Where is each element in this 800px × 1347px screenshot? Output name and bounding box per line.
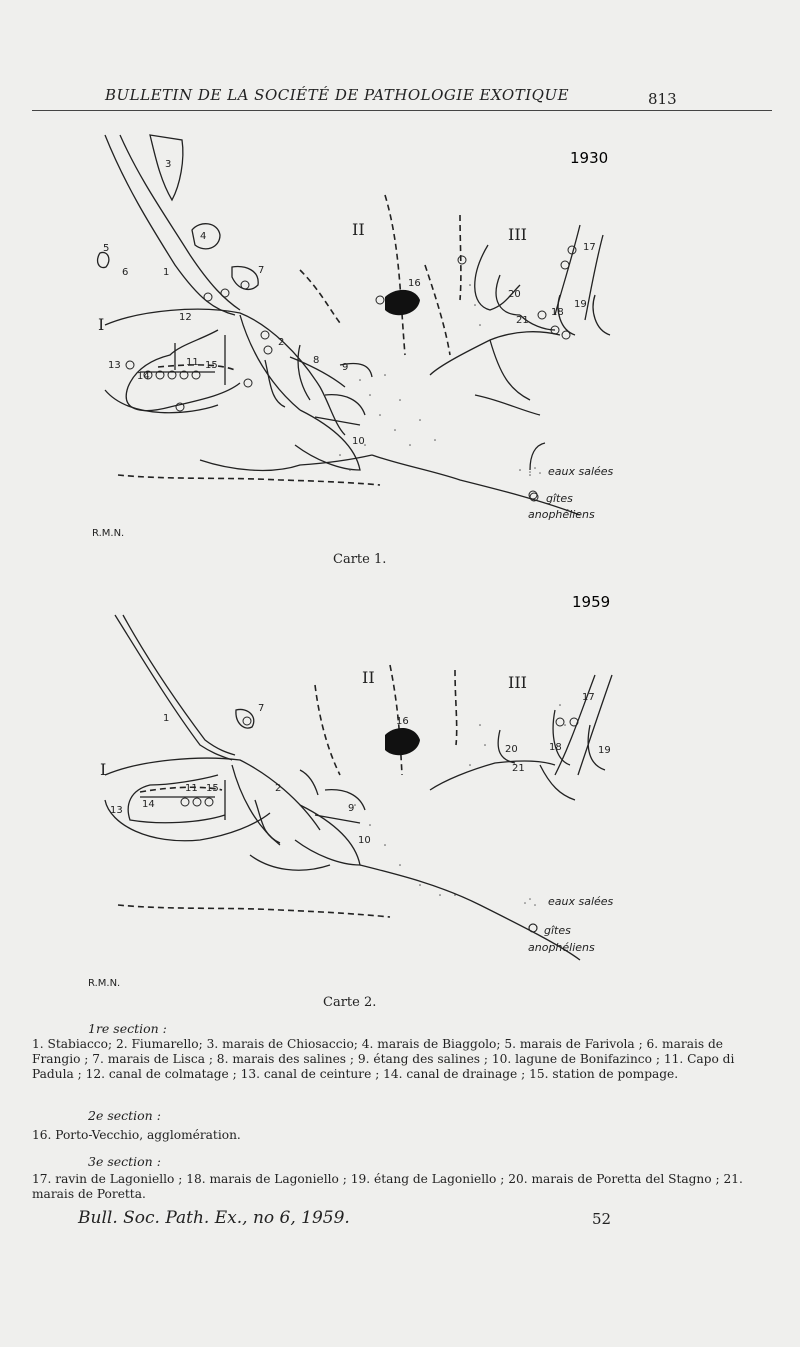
map2-label-9: 9 [348, 803, 355, 814]
map2-label-14: 14 [142, 799, 155, 810]
map2-legend-salt: eaux salées [548, 895, 614, 908]
map2-label-1: 1 [163, 713, 170, 724]
map-1930 [0, 125, 800, 545]
map1-caption: Carte 1. [333, 552, 387, 567]
map2-zone-III: III [508, 673, 527, 692]
map1-label-11: 11 [186, 357, 199, 368]
map1-label-2: 2 [278, 337, 285, 348]
map2-legend-anopheliens: anophéliens [528, 941, 595, 954]
map2-label-15: 15 [206, 783, 219, 794]
map2-label-21: 21 [512, 763, 525, 774]
map1-label-9: 9 [342, 362, 349, 373]
map1-label-5: 5 [103, 243, 110, 254]
map2-caption: Carte 2. [323, 995, 377, 1010]
map1-label-19: 19 [574, 299, 587, 310]
map2-label-10: 10 [358, 835, 371, 846]
map1-legend-anopheliens: anophéliens [528, 508, 595, 521]
map1-label-7: 7 [258, 265, 265, 276]
map1-legend-salt: eaux salées [548, 465, 614, 478]
map1-initials: R.M.N. [92, 528, 125, 539]
map1-legend-gites: gîtes [546, 492, 573, 505]
signature-number: 52 [592, 1210, 612, 1228]
map1-label-6: 6 [122, 267, 129, 278]
citation: Bull. Soc. Path. Ex., no 6, 1959. [78, 1208, 350, 1228]
section2-title: 2e section : [88, 1108, 161, 1123]
map2-year: 1959 [572, 593, 611, 611]
page-number: 813 [648, 90, 677, 108]
map2-zone-II: II [362, 668, 375, 687]
map1-label-15: 15 [205, 360, 218, 371]
map2-initials: R.M.N. [88, 978, 121, 989]
map1-label-12: 12 [179, 312, 192, 323]
header-rule [32, 110, 772, 111]
map2-label-18: 18 [549, 742, 562, 753]
map2-label-13: 13 [110, 805, 123, 816]
section1-title: 1re section : [88, 1021, 167, 1036]
section1-text: 1. Stabiacco; 2. Fiumarello; 3. marais de Chiosaccio; 4. marais de Biaggolo; 5. marais de Farivola ; 6. marais de Frangio ; 7. marais de Lisca ; 8. marais des salines ; 9. étang des salines ; 10. lagune de Bonifazinco ; 11. Capo di Padula ; 12. canal de colmatage ; 13. canal de ceinture ; 14. canal de drainage ; 15. station de pompage. [32, 1037, 735, 1081]
map-1959 [0, 585, 800, 995]
map2-zone-I: I [100, 760, 107, 779]
map1-label-14: 14 [137, 371, 150, 382]
map1-zone-II: II [352, 220, 365, 239]
section3-title: 3e section : [88, 1154, 161, 1169]
map1-label-13: 13 [108, 360, 121, 371]
map1-label-4: 4 [200, 231, 207, 242]
map2-label-16: 16 [396, 716, 409, 727]
map2-legend-gites: gîtes [544, 924, 571, 937]
map1-zone-III: III [508, 225, 527, 244]
map1-label-17: 17 [583, 242, 596, 253]
map1-label-21: 21 [516, 315, 529, 326]
map2-label-19: 19 [598, 745, 611, 756]
map1-zone-I: I [98, 315, 105, 334]
journal-header: BULLETIN DE LA SOCIÉTÉ DE PATHOLOGIE EXOTIQUE [105, 86, 570, 104]
map1-label-18: 18 [551, 307, 564, 318]
map1-label-10: 10 [352, 436, 365, 447]
map2-label-2: 2 [275, 783, 282, 794]
map1-label-20: 20 [508, 289, 521, 300]
map2-label-17: 17 [582, 692, 595, 703]
map1-label-3: 3 [165, 159, 172, 170]
map1-year: 1930 [570, 149, 609, 167]
map1-label-1: 1 [163, 267, 170, 278]
map1-label-8: 8 [313, 355, 320, 366]
map2-label-7: 7 [258, 703, 265, 714]
map2-label-20: 20 [505, 744, 518, 755]
section3-text: 17. ravin de Lagoniello ; 18. marais de Lagoniello ; 19. étang de Lagoniello ; 20. marais de Poretta del Stagno ; 21. marais de Poretta. [32, 1172, 743, 1201]
map2-label-11: 11 [185, 783, 198, 794]
section2-text: 16. Porto-Vecchio, agglomération. [32, 1128, 241, 1142]
map1-label-16: 16 [408, 278, 421, 289]
